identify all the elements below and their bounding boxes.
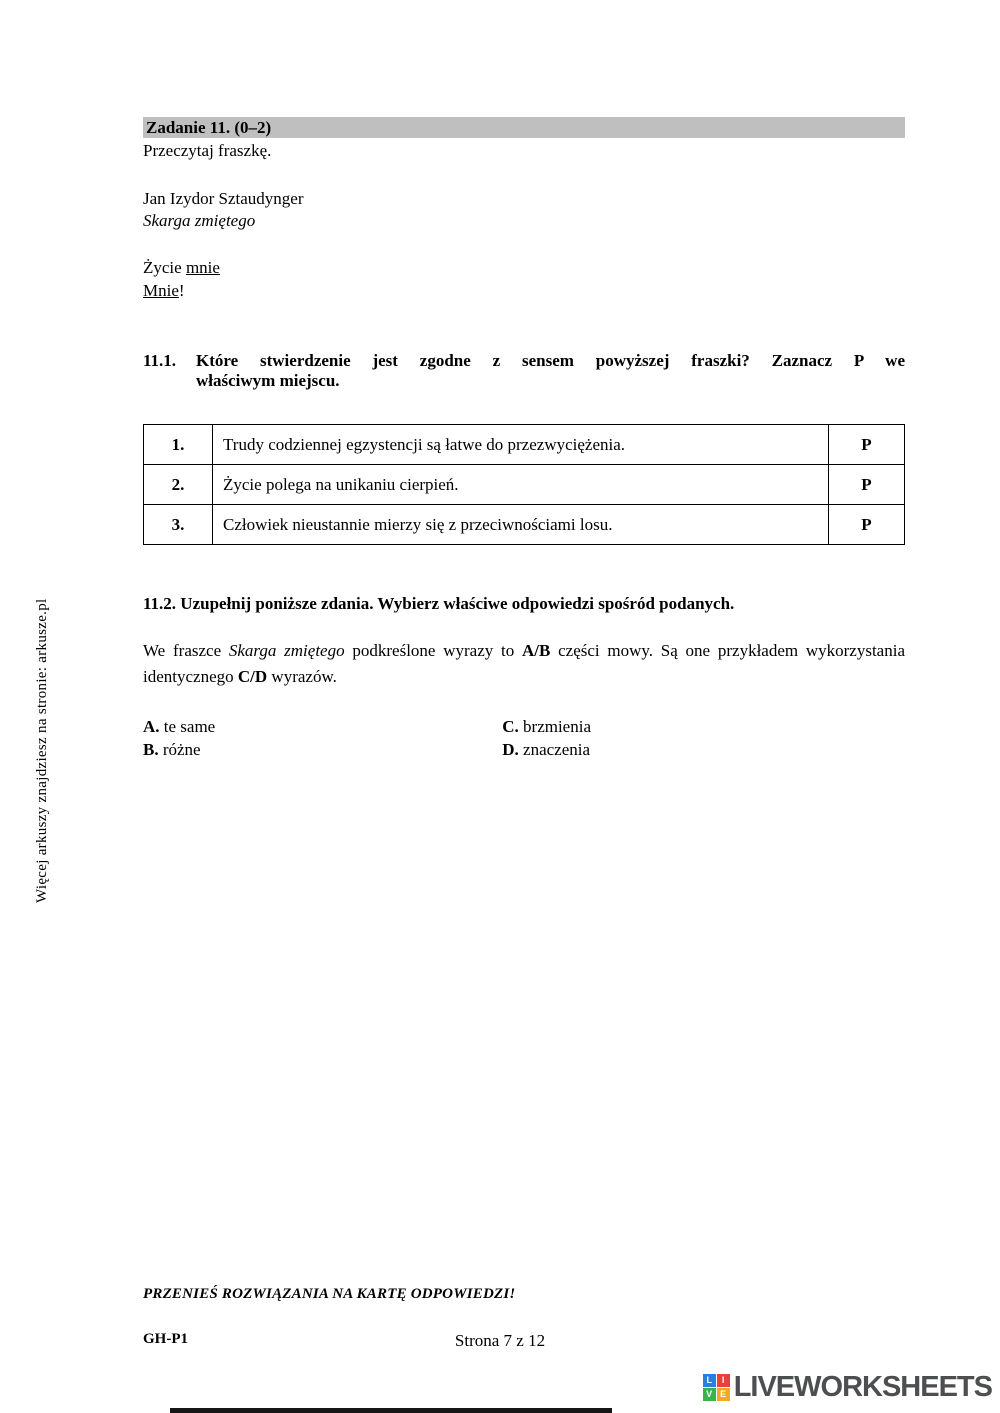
poem-line1-plain: Życie <box>143 258 186 277</box>
liveworksheets-logo[interactable] <box>703 1371 992 1404</box>
p-answer-cell[interactable]: P <box>829 425 905 465</box>
liveworksheets-wordmark: LIVEWORKSHEETS <box>733 1371 992 1403</box>
logo-square-l: L <box>703 1374 716 1387</box>
row-number: 1. <box>144 425 213 465</box>
logo-square-i: I <box>717 1374 730 1387</box>
option-d-letter: D. <box>502 740 519 759</box>
poem-title: Skarga zmiętego <box>143 211 256 230</box>
options-row-1 <box>143 717 905 737</box>
question-11-1-line2: właściwym miejscu. <box>196 371 340 390</box>
poem-line-1 <box>143 258 905 278</box>
task-intro: Przeczytaj fraszkę. <box>143 141 272 160</box>
table-row <box>144 505 905 545</box>
option-a <box>143 717 498 737</box>
option-b <box>143 740 498 760</box>
logo-square-v: V <box>703 1388 716 1401</box>
option-d-text: znaczenia <box>523 740 591 759</box>
task-header-bar: Zadanie 11. (0–2) <box>143 117 905 138</box>
side-vertical-text: Więcej arkuszy znajdziesz na stronie: arkusze.pl <box>34 598 50 903</box>
question-11-1-line1: Które stwierdzenie jest zgodne z sensem powyższej fraszki? Zaznacz P we <box>196 351 905 370</box>
liveworksheets-icon <box>703 1374 730 1401</box>
options-row-2 <box>143 740 905 760</box>
option-d <box>502 740 590 760</box>
option-a-letter: A. <box>143 717 160 736</box>
statement-text: Człowiek nieustannie mierzy się z przeciwnościami losu. <box>213 505 829 545</box>
poem-author: Jan Izydor Sztaudynger <box>143 189 304 208</box>
choice-cd-placeholder: C/D <box>237 667 268 686</box>
poem-line2-underlined-word: Mnie <box>143 281 179 300</box>
para-text: podkreślone wyrazy to <box>344 641 522 660</box>
table-row <box>144 425 905 465</box>
p-answer-cell[interactable]: P <box>829 505 905 545</box>
question-11-1 <box>143 351 905 391</box>
option-c-text: brzmienia <box>523 717 591 736</box>
transfer-answers-note: PRZENIEŚ ROZWIĄZANIA NA KARTĘ ODPOWIEDZI! <box>143 1286 516 1302</box>
row-number: 3. <box>144 505 213 545</box>
option-b-letter: B. <box>143 740 159 759</box>
p-answer-cell[interactable]: P <box>829 465 905 505</box>
logo-square-e: E <box>717 1388 730 1401</box>
option-a-text: te same <box>163 717 216 736</box>
page-number: Strona 7 z 12 <box>454 1331 546 1350</box>
poem-line1-underlined-word: mnie <box>185 258 220 277</box>
choice-ab-placeholder: A/B <box>522 641 551 660</box>
para-text: We fraszce <box>143 641 229 660</box>
option-b-text: różne <box>162 740 201 759</box>
next-page-edge <box>170 1408 612 1413</box>
table-row <box>144 465 905 505</box>
statements-table <box>143 424 905 545</box>
para-text: wyrazów. <box>267 667 337 686</box>
para-text: części mowy. Są one przykładem wykorzystania identycznego <box>143 641 906 686</box>
question-11-2-heading: 11.2. Uzupełnij poniższe zdania. Wybierz właściwe odpowiedzi spośród podanych. <box>143 594 735 613</box>
row-number: 2. <box>144 465 213 505</box>
question-11-1-number: 11.1. <box>143 351 177 370</box>
exam-code: GH-P1 <box>143 1331 188 1347</box>
option-c-letter: C. <box>502 717 519 736</box>
option-c <box>502 717 591 737</box>
poem-line2-plain: ! <box>178 281 185 300</box>
poem-line-2 <box>143 281 905 301</box>
statement-text: Życie polega na unikaniu cierpień. <box>213 465 829 505</box>
para-poem-title: Skarga zmiętego <box>228 641 345 660</box>
question-11-2-paragraph <box>143 638 905 690</box>
statement-text: Trudy codziennej egzystencji są łatwe do przezwyciężenia. <box>213 425 829 465</box>
